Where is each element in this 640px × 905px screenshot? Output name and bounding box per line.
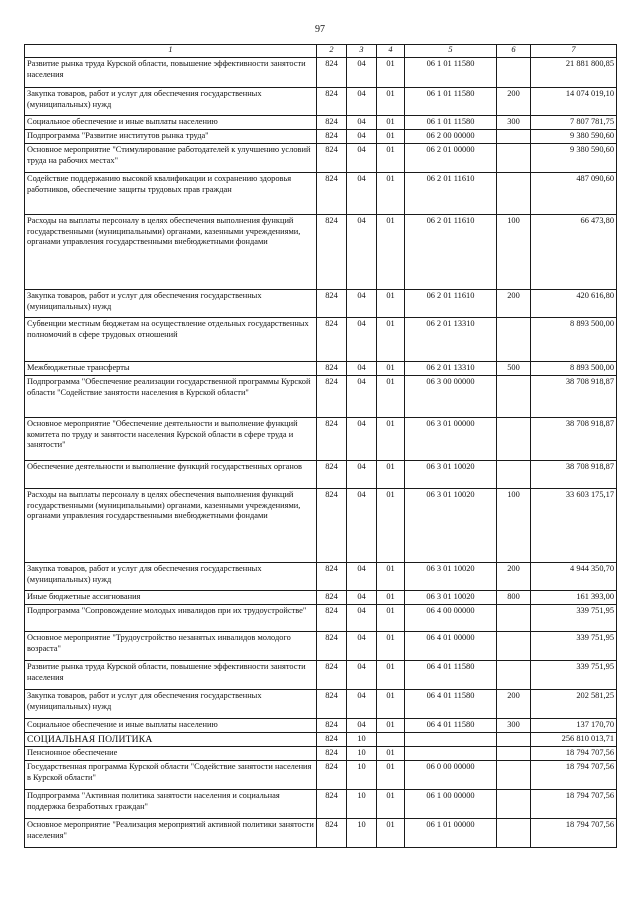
target-code: 06 3 00 00000 [405, 376, 497, 418]
item-name: Основное мероприятие "Трудоустройство незанятых инвалидов молодого возраста" [25, 632, 317, 661]
subsection-code: 01 [377, 461, 405, 489]
table-row [25, 761, 617, 790]
amount: 18 794 707,56 [531, 747, 617, 761]
expense-type-code [497, 605, 531, 632]
target-code: 06 4 01 11580 [405, 661, 497, 690]
target-code: 06 1 01 11580 [405, 88, 497, 116]
subsection-code: 01 [377, 605, 405, 632]
subsection-code: 01 [377, 376, 405, 418]
target-code: 06 2 01 11610 [405, 173, 497, 215]
expense-type-code: 500 [497, 362, 531, 376]
item-name: Межбюджетные трансферты [25, 362, 317, 376]
section-code: 04 [347, 661, 377, 690]
item-name: Подпрограмма "Сопровождение молодых инвалидов при их трудоустройстве" [25, 605, 317, 632]
target-code: 06 3 01 10020 [405, 461, 497, 489]
ministry-code: 824 [317, 733, 347, 747]
section-code: 04 [347, 290, 377, 318]
ministry-code: 824 [317, 790, 347, 819]
target-code: 06 2 00 00000 [405, 130, 497, 144]
amount: 9 380 590,60 [531, 144, 617, 173]
expense-type-code: 800 [497, 591, 531, 605]
table-row [25, 130, 617, 144]
target-code: 06 2 01 11610 [405, 290, 497, 318]
subsection-code: 01 [377, 747, 405, 761]
expense-type-code [497, 632, 531, 661]
section-code: 04 [347, 144, 377, 173]
column-header: 5 [405, 45, 497, 58]
ministry-code: 824 [317, 563, 347, 591]
table-row [25, 215, 617, 290]
table-row [25, 318, 617, 362]
target-code: 06 2 01 13310 [405, 318, 497, 362]
subsection-code: 01 [377, 88, 405, 116]
table-header-row [25, 45, 617, 58]
section-code: 04 [347, 719, 377, 733]
section-code: 04 [347, 632, 377, 661]
table-row [25, 88, 617, 116]
amount: 487 090,60 [531, 173, 617, 215]
subsection-code: 01 [377, 116, 405, 130]
section-code: 04 [347, 130, 377, 144]
ministry-code: 824 [317, 605, 347, 632]
item-name: Основное мероприятие "Реализация мероприятий активной политики занятости населения" [25, 819, 317, 848]
expense-type-code [497, 130, 531, 144]
expense-type-code: 200 [497, 690, 531, 719]
budget-table [24, 44, 617, 848]
amount: 38 708 918,87 [531, 418, 617, 461]
ministry-code: 824 [317, 88, 347, 116]
amount: 8 893 500,00 [531, 318, 617, 362]
ministry-code: 824 [317, 173, 347, 215]
item-name: Закупка товаров, работ и услуг для обеспечения государственных (муниципальных) нужд [25, 690, 317, 719]
table-row [25, 591, 617, 605]
ministry-code: 824 [317, 130, 347, 144]
column-header: 7 [531, 45, 617, 58]
table-row [25, 418, 617, 461]
item-name: Обеспечение деятельности и выполнение функций государственных органов [25, 461, 317, 489]
amount: 420 616,80 [531, 290, 617, 318]
subsection-code: 01 [377, 591, 405, 605]
amount: 9 380 590,60 [531, 130, 617, 144]
amount: 8 893 500,00 [531, 362, 617, 376]
section-code: 04 [347, 88, 377, 116]
ministry-code: 824 [317, 819, 347, 848]
section-code: 04 [347, 563, 377, 591]
section-code: 10 [347, 761, 377, 790]
section-code: 04 [347, 116, 377, 130]
table-row [25, 563, 617, 591]
ministry-code: 824 [317, 290, 347, 318]
column-header: 6 [497, 45, 531, 58]
item-name: Основное мероприятие "Обеспечение деятельности и выполнение функций комитета по труду и занятости населения Курской области в сфере труда и занятости" [25, 418, 317, 461]
item-name: Развитие рынка труда Курской области, повышение эффективности занятости населения [25, 58, 317, 88]
item-name: Расходы на выплаты персоналу в целях обеспечения выполнения функций государственными (муниципальными) органами, казенными учреждениями, органами управления государственными внебюджетными фондами [25, 215, 317, 290]
target-code: 06 4 01 11580 [405, 690, 497, 719]
subsection-code: 01 [377, 661, 405, 690]
subsection-code [377, 733, 405, 747]
section-code: 04 [347, 173, 377, 215]
table-row [25, 489, 617, 563]
section-code: 04 [347, 376, 377, 418]
table-row [25, 116, 617, 130]
subsection-code: 01 [377, 819, 405, 848]
column-header: 4 [377, 45, 405, 58]
expense-type-code [497, 761, 531, 790]
amount: 339 751,95 [531, 661, 617, 690]
target-code: 06 1 00 00000 [405, 790, 497, 819]
expense-type-code [497, 819, 531, 848]
table-row [25, 790, 617, 819]
column-header: 2 [317, 45, 347, 58]
section-code: 10 [347, 747, 377, 761]
item-name: Социальное обеспечение и иные выплаты населению [25, 719, 317, 733]
subsection-code: 01 [377, 58, 405, 88]
item-name: Подпрограмма "Активная политика занятости населения и социальная поддержка безработных граждан" [25, 790, 317, 819]
target-code: 06 3 01 10020 [405, 563, 497, 591]
target-code: 06 3 01 10020 [405, 489, 497, 563]
section-code: 04 [347, 215, 377, 290]
ministry-code: 824 [317, 690, 347, 719]
item-name: Закупка товаров, работ и услуг для обеспечения государственных (муниципальных) нужд [25, 88, 317, 116]
ministry-code: 824 [317, 761, 347, 790]
table-row [25, 819, 617, 848]
amount: 7 807 781,75 [531, 116, 617, 130]
target-code: 06 1 01 11580 [405, 58, 497, 88]
section-code: 04 [347, 58, 377, 88]
ministry-code: 824 [317, 661, 347, 690]
ministry-code: 824 [317, 362, 347, 376]
target-code [405, 733, 497, 747]
expense-type-code: 200 [497, 88, 531, 116]
ministry-code: 824 [317, 376, 347, 418]
amount: 33 603 175,17 [531, 489, 617, 563]
ministry-code: 824 [317, 747, 347, 761]
column-header: 3 [347, 45, 377, 58]
item-name: Социальное обеспечение и иные выплаты населению [25, 116, 317, 130]
expense-type-code: 300 [497, 719, 531, 733]
target-code: 06 4 01 11580 [405, 719, 497, 733]
table-row [25, 461, 617, 489]
subsection-code: 01 [377, 130, 405, 144]
target-code: 06 2 01 11610 [405, 215, 497, 290]
item-name: Расходы на выплаты персоналу в целях обеспечения выполнения функций государственными (муниципальными) органами, казенными учреждениями, органами управления государственными внебюджетными фондами [25, 489, 317, 563]
expense-type-code: 100 [497, 215, 531, 290]
subsection-code: 01 [377, 173, 405, 215]
table-row [25, 362, 617, 376]
ministry-code: 824 [317, 318, 347, 362]
table-row [25, 747, 617, 761]
item-name: Государственная программа Курской области "Содействие занятости населения в Курской области" [25, 761, 317, 790]
expense-type-code: 200 [497, 290, 531, 318]
expense-type-code [497, 144, 531, 173]
ministry-code: 824 [317, 489, 347, 563]
item-name: Основное мероприятие "Стимулирование работодателей к улучшению условий труда на рабочих местах" [25, 144, 317, 173]
section-code: 04 [347, 418, 377, 461]
item-name: Подпрограмма "Обеспечение реализации государственной программы Курской области "Содействие занятости населения в Курской области" [25, 376, 317, 418]
section-code: 04 [347, 690, 377, 719]
subsection-code: 01 [377, 632, 405, 661]
item-name: Пенсионное обеспечение [25, 747, 317, 761]
section-code: 10 [347, 733, 377, 747]
section-code: 04 [347, 318, 377, 362]
item-name: Закупка товаров, работ и услуг для обеспечения государственных (муниципальных) нужд [25, 563, 317, 591]
table-row [25, 290, 617, 318]
ministry-code: 824 [317, 719, 347, 733]
expense-type-code [497, 418, 531, 461]
subsection-code: 01 [377, 318, 405, 362]
ministry-code: 824 [317, 591, 347, 605]
expense-type-code [497, 733, 531, 747]
target-code: 06 4 00 00000 [405, 605, 497, 632]
table-row [25, 690, 617, 719]
expense-type-code [497, 173, 531, 215]
expense-type-code [497, 376, 531, 418]
expense-type-code [497, 661, 531, 690]
ministry-code: 824 [317, 144, 347, 173]
section-code: 04 [347, 489, 377, 563]
item-name: Содействие поддержанию высокой квалификации и сохранению здоровья работников, обеспечение защиты трудовых прав граждан [25, 173, 317, 215]
ministry-code: 824 [317, 461, 347, 489]
table-row [25, 719, 617, 733]
subsection-code: 01 [377, 761, 405, 790]
amount: 18 794 707,56 [531, 761, 617, 790]
expense-type-code: 300 [497, 116, 531, 130]
subsection-code: 01 [377, 362, 405, 376]
subsection-code: 01 [377, 563, 405, 591]
amount: 256 810 013,71 [531, 733, 617, 747]
subsection-code: 01 [377, 290, 405, 318]
target-code: 06 1 01 11580 [405, 116, 497, 130]
amount: 38 708 918,87 [531, 376, 617, 418]
subsection-code: 01 [377, 790, 405, 819]
expense-type-code [497, 790, 531, 819]
amount: 14 074 019,10 [531, 88, 617, 116]
section-code: 04 [347, 362, 377, 376]
amount: 18 794 707,56 [531, 790, 617, 819]
amount: 38 708 918,87 [531, 461, 617, 489]
subsection-code: 01 [377, 418, 405, 461]
section-code: 10 [347, 790, 377, 819]
subsection-code: 01 [377, 489, 405, 563]
section-code: 04 [347, 605, 377, 632]
target-code: 06 4 01 00000 [405, 632, 497, 661]
expense-type-code: 200 [497, 563, 531, 591]
amount: 202 581,25 [531, 690, 617, 719]
expense-type-code: 100 [497, 489, 531, 563]
amount: 137 170,70 [531, 719, 617, 733]
table-row [25, 173, 617, 215]
section-code: 04 [347, 461, 377, 489]
section-code: 10 [347, 819, 377, 848]
expense-type-code [497, 461, 531, 489]
target-code: 06 3 01 10020 [405, 591, 497, 605]
expense-type-code [497, 58, 531, 88]
table-row-section [25, 733, 617, 747]
table-row [25, 661, 617, 690]
table-row [25, 144, 617, 173]
target-code: 06 3 01 00000 [405, 418, 497, 461]
amount: 4 944 350,70 [531, 563, 617, 591]
target-code [405, 747, 497, 761]
section-title: СОЦИАЛЬНАЯ ПОЛИТИКА [25, 733, 317, 747]
table-row [25, 605, 617, 632]
subsection-code: 01 [377, 690, 405, 719]
page-number: 97 [315, 24, 325, 35]
target-code: 06 2 01 00000 [405, 144, 497, 173]
item-name: Иные бюджетные ассигнования [25, 591, 317, 605]
item-name: Субвенции местным бюджетам на осуществление отдельных государственных полномочий в сфере трудовых отношений [25, 318, 317, 362]
target-code: 06 1 01 00000 [405, 819, 497, 848]
amount: 339 751,95 [531, 605, 617, 632]
column-header: 1 [25, 45, 317, 58]
amount: 161 393,00 [531, 591, 617, 605]
expense-type-code [497, 318, 531, 362]
amount: 339 751,95 [531, 632, 617, 661]
subsection-code: 01 [377, 719, 405, 733]
amount: 66 473,80 [531, 215, 617, 290]
table-row [25, 58, 617, 88]
item-name: Развитие рынка труда Курской области, повышение эффективности занятости населения [25, 661, 317, 690]
target-code: 06 0 00 00000 [405, 761, 497, 790]
amount: 21 881 800,85 [531, 58, 617, 88]
ministry-code: 824 [317, 116, 347, 130]
section-code: 04 [347, 591, 377, 605]
ministry-code: 824 [317, 632, 347, 661]
table-row [25, 632, 617, 661]
amount: 18 794 707,56 [531, 819, 617, 848]
subsection-code: 01 [377, 215, 405, 290]
ministry-code: 824 [317, 418, 347, 461]
table-row [25, 376, 617, 418]
subsection-code: 01 [377, 144, 405, 173]
ministry-code: 824 [317, 215, 347, 290]
target-code: 06 2 01 13310 [405, 362, 497, 376]
item-name: Подпрограмма "Развитие институтов рынка труда" [25, 130, 317, 144]
ministry-code: 824 [317, 58, 347, 88]
expense-type-code [497, 747, 531, 761]
item-name: Закупка товаров, работ и услуг для обеспечения государственных (муниципальных) нужд [25, 290, 317, 318]
